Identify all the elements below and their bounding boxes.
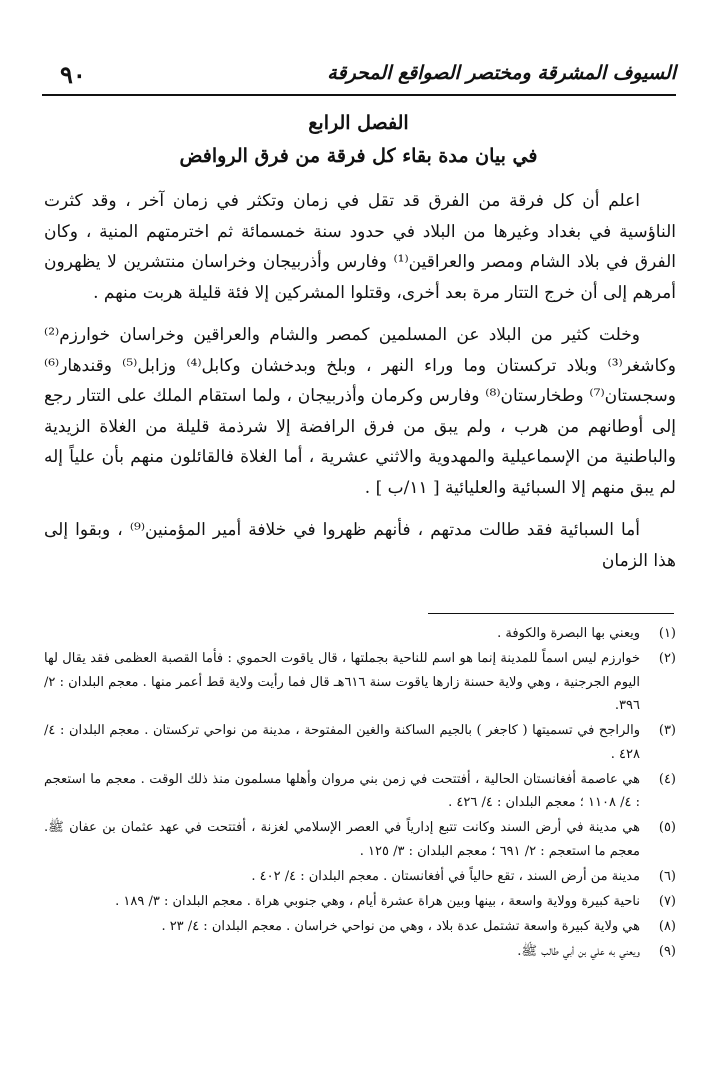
paragraph: وخلت كثير من البلاد عن المسلمين كمصر والشام والعراقين وخراسان خوارزم⁽²⁾ وكاشغر⁽³⁾ وبلاد تركستان وما وراء النهر ، وبلخ وبدخشان وكابل⁽⁴⁾ وزابل⁽⁵⁾ وقندهار⁽⁶⁾ وسجستان⁽⁷⁾ وطخارستان⁽⁸⁾ وفارس وكرمان وأذربيجان ، ولما استقام الملك على التتار رجع إلى أوطانهم من هرب ، ولم يبق من فرق الرافضة إلا شرذمة قليلة من الغلاة الزيدية والباطنية من الإسماعيلية والمهدوية والاثني عشرية ، أما الغلاة فالقائلون منهم بأن علياً إله لم يبق منهم إلا السبائية والعليائية [ ١١/ب ] . <box>44 325 676 498</box>
footnote <box>44 719 676 766</box>
footnote-number: (٨) <box>658 918 676 934</box>
running-title: السيوف المشرقة ومختصر الصواقع المحرقة <box>327 62 676 84</box>
footnote <box>44 622 676 646</box>
header-divider <box>42 94 676 96</box>
chapter-subtitle: في بيان مدة بقاء كل فرقة من فرق الروافض <box>179 145 538 167</box>
footnotes <box>44 622 676 965</box>
footnote-text: هي عاصمة أفغانستان الحالية ، أفتتحت في زمن بني مروان وأهلها مسلمون منذ ذلك الوقت . معجم ما استعجم : ٤/ ١١٠٨ ؛ معجم البلدان : ٤/ ٤٢٦ . <box>44 771 640 810</box>
footnote-text: ويعني بها البصرة والكوفة . <box>497 626 640 641</box>
footnote <box>44 940 676 964</box>
footnote <box>44 768 676 815</box>
footnote-number: (٣) <box>658 723 676 738</box>
chapter-title: الفصل الرابع <box>308 112 409 134</box>
paragraph: أما السبائية فقد طالت مدتهم ، فأنهم ظهروا في خلافة أمير المؤمنين⁽⁹⁾ ، وبقوا إلى هذا الزمان <box>44 520 676 571</box>
footnote-number: (٦) <box>658 868 676 884</box>
footnote-number: (٩) <box>658 943 676 959</box>
paragraph: اعلم أن كل فرقة من الفرق قد تقل في زمان وتكثر في زمان آخر ، وقد كثرت الناؤسية في بغداد وغيرها من البلاد في حدود سنة خمسمائة ثم اخترمتهم المنية ، وكان الفرق في بلاد الشام ومصر والعراقين⁽¹⁾ وفارس وأذربيجان وخراسان منتشرين لا يظهرون أمرهم إلى أن خرج التتار مرة بعد أخرى، وقتلوا المشركين إلا فئة قليلة هربت منهم . <box>44 191 676 303</box>
footnote <box>44 865 676 889</box>
main-text <box>44 186 676 588</box>
footnote-text: والراجح في تسميتها ( كاجغر ) بالجيم الساكنة والغين المفتوحة ، مدينة من نواحي تركستان . معجم البلدان : ٤/ ٤٢٨ . <box>44 723 640 762</box>
footnote-number: (١) <box>658 626 676 641</box>
footnote-text: مدينة من أرض السند ، تقع حالياً في أفغانستان . معجم البلدان : ٤/ ٤٠٢ . <box>251 868 640 884</box>
footnote-number: (٢) <box>658 651 676 666</box>
page-header <box>42 60 676 92</box>
footnote-text: ويعني به علي بن أبي طالب ﷺ. <box>517 943 640 959</box>
footnote-text: هي مدينة في أرض السند وكانت تتبع إدارياً في العصر الإسلامي لغزنة ، أفتتحت في عهد عثمان بن عفان ﷺ. معجم ما استعجم : ٢/ ٦٩١ ؛ معجم البلدان : ٣/ ١٢٥ . <box>44 820 640 859</box>
footnote-divider <box>428 613 674 614</box>
footnote-text: هي ولاية كبيرة واسعة تشتمل عدة بلاد ، وهي من نواحي خراسان . معجم البلدان : ٤/ ٢٣ . <box>161 918 640 934</box>
footnote <box>44 890 676 914</box>
footnote-number: (٥) <box>658 820 676 835</box>
footnote-number: (٧) <box>658 893 676 909</box>
footnote-text: خوارزم ليس اسماً للمدينة إنما هو اسم للناحية بجملتها ، قال ياقوت الحموي : فأما القصبة العظمى فقد يقال لها اليوم الجرجنية ، وهي ولاية حسنة زارها ياقوت سنة ٦١٦هـ قال فما رأيت ولاية قط أعمر منها . معجم البلدان : ٢/ ٣٩٦. <box>44 651 641 713</box>
footnote <box>44 647 676 718</box>
footnote <box>44 816 676 863</box>
page-number: ٩٠ <box>60 60 86 89</box>
footnote-number: (٤) <box>658 771 676 787</box>
footnote-text: ناحية كبيرة وولاية واسعة ، بينها وبين هراة عشرة أيام ، وهي جنوبي هراة . معجم البلدان : ٣/ ١٨٩ . <box>115 893 640 909</box>
footnote <box>44 915 676 939</box>
